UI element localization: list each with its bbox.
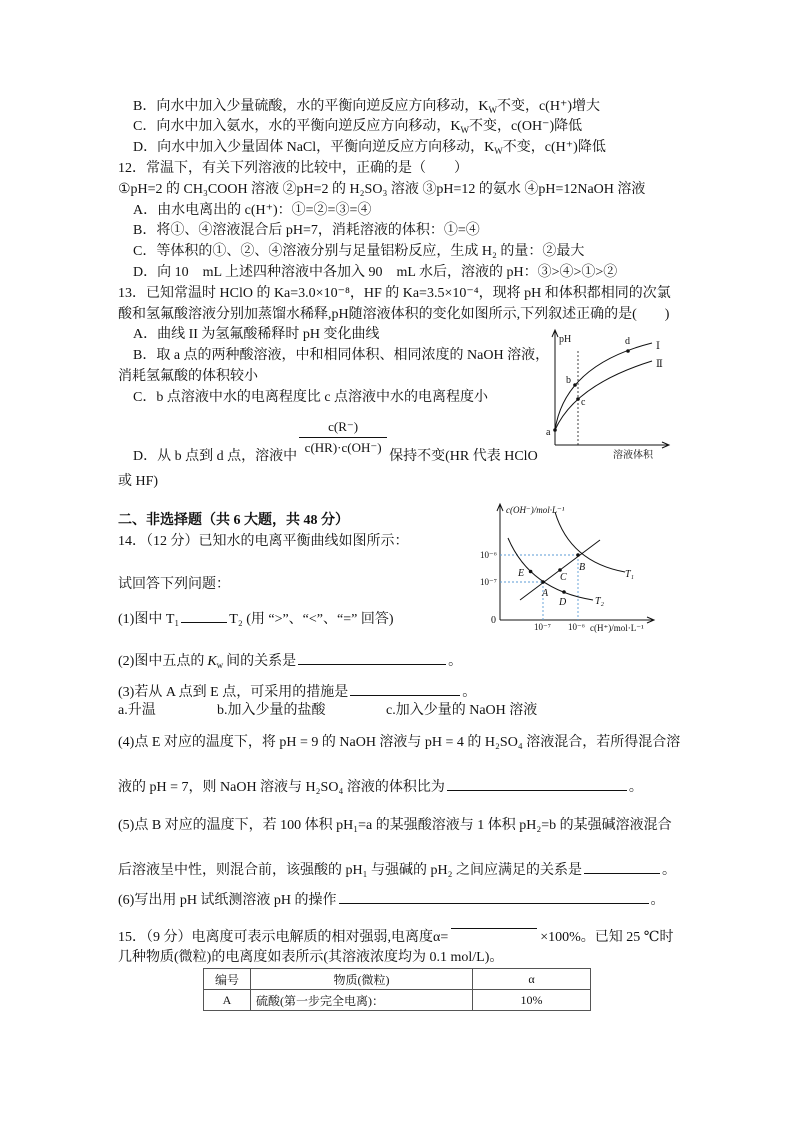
fraction-numerator: c(R⁻) — [328, 419, 359, 434]
q12-option-a: A．由水电离出的 c(H⁺)：①=②=③=④ — [133, 203, 372, 218]
q14-part5-end: 。 — [661, 863, 676, 878]
point-a — [553, 428, 557, 432]
q11-option-c-sub: W — [460, 125, 469, 135]
ionization-degree-table — [203, 968, 591, 1011]
point-b-label: b — [566, 375, 571, 386]
q14-part1-text2: T₂ (用 “>”、“<”、“=” 回答) — [229, 612, 394, 627]
q14-part5-line2 — [118, 859, 676, 877]
point-D — [562, 590, 566, 594]
point-B — [576, 553, 580, 557]
q13-option-d — [133, 410, 538, 466]
water-ionization-figure — [475, 500, 660, 635]
kw-symbol: K — [207, 654, 217, 669]
q14-part3-text: (3)若从 A 点到 E 点，可采用的措施是 — [118, 685, 349, 700]
q14-stem: 14．（12 分）已知水的电离平衡曲线如图所示： — [118, 534, 409, 549]
q14-part5-text: 后溶液呈中性，则混合前，该强酸的 pH₁ 与强碱的 pH₂ 之间应满足的关系是 — [118, 863, 582, 878]
y-tick-label-2: 10⁻⁷ — [480, 577, 497, 587]
q14-part4-end: 。 — [628, 780, 643, 795]
q14-part4-text: 液的 pH = 7，则 NaOH 溶液与 H₂SO₄ 溶液的体积比为 — [118, 780, 445, 795]
table-header-row — [204, 969, 591, 990]
y-axis-label: pH — [559, 334, 572, 345]
answer-blank — [350, 681, 460, 696]
q12-stem: 12．常温下，有关下列溶液的比较中，正确的是（ ） — [118, 161, 468, 176]
answer-blank — [339, 889, 649, 904]
q13-option-c: C．b 点溶液中水的电离程度比 c 点溶液中水的电离程度小 — [133, 390, 489, 405]
point-E-label: E — [518, 568, 525, 579]
q12-option-b: B．将①、④溶液混合后 pH=7，消耗溶液的体积：①=④ — [133, 223, 480, 238]
point-c — [576, 397, 580, 401]
table-header-cell: 物质(微粒) — [251, 969, 473, 990]
q11-option-c-text1: C．向水中加入氨水，水的平衡向逆反应方向移动，K — [133, 119, 461, 134]
x-tick-label-1: 10⁻⁷ — [534, 622, 551, 632]
point-d-label: d — [625, 336, 630, 347]
curve-t2-label: T₂ — [595, 596, 605, 607]
q14-part6-end: 。 — [650, 893, 665, 908]
q14-part5-line1: (5)点 B 对应的温度下，若 100 体积 pH₁=a 的某强酸溶液与 1 体积 pH₂=b 的某强碱溶液混合 — [118, 818, 672, 833]
q15-stem-text2: ×100%。已知 25 ℃时 — [540, 930, 674, 945]
answer-blank — [584, 859, 660, 874]
fraction-bar — [451, 928, 537, 929]
q12-option-c: C．等体积的①、②、④溶液分别与足量铝粉反应，生成 H₂ 的量：②最大 — [133, 244, 585, 259]
q14-part6-text: (6)写出用 pH 试纸测溶液 pH 的操作 — [118, 893, 337, 908]
q13-option-d-suffix: 保持不变(HR 代表 HClO — [389, 449, 538, 464]
y-axis-label: c(OH⁻)/mol·L⁻¹ — [506, 505, 565, 515]
q14-part3-choice-a: a.升温 — [118, 703, 156, 718]
table-cell: 硫酸(第一步完全电离)： — [251, 990, 473, 1011]
q14-part1-text1: (1)图中 T₁ — [118, 612, 180, 627]
curve-1-label: Ⅰ — [656, 341, 660, 352]
q11-option-b-text2: 不变，c(H⁺)增大 — [496, 99, 600, 114]
curve-t1-label: T₁ — [625, 569, 635, 580]
q14-part2-end: 。 — [448, 654, 463, 669]
q13-option-d-fraction — [299, 419, 387, 456]
table-cell: 10% — [473, 990, 591, 1011]
section-heading: 二、非选择题（共 6 大题，共 48 分） — [118, 513, 349, 528]
q15-stem-line2: 几种物质(微粒)的电离度如表所示(其溶液浓度均为 0.1 mol/L)。 — [118, 950, 504, 965]
q14-part3-choice-c: c.加入少量的 NaOH 溶液 — [386, 703, 538, 718]
q11-option-d-text1: D．向水中加入少量固体 NaCl，平衡向逆反应方向移动，K — [133, 140, 495, 155]
q13-option-a: A．曲线 II 为氢氟酸稀释时 pH 变化曲线 — [133, 327, 380, 342]
q14-prompt: 试回答下列问题： — [118, 577, 230, 592]
q14-part3 — [118, 681, 476, 699]
q12-solutions: ①pH=2 的 CH₃COOH 溶液 ②pH=2 的 H₂SO₃ 溶液 ③pH=12 的氨水 ④pH=12NaOH 溶液 — [118, 182, 646, 197]
kw-subscript: w — [216, 660, 224, 670]
table-header-cell: α — [473, 969, 591, 990]
q15-stem-line1 — [118, 928, 673, 946]
q13-option-b-line2: 消耗氢氟酸的体积较小 — [118, 369, 258, 384]
point-c-label: c — [581, 397, 586, 408]
table-cell: A — [204, 990, 251, 1011]
table-header-cell: 编号 — [204, 969, 251, 990]
q11-option-d — [133, 139, 606, 157]
q14-part2-text1: (2)图中五点的 — [118, 654, 205, 669]
y-tick-label-1: 10⁻⁶ — [480, 550, 497, 560]
q11-option-d-sub: W — [494, 146, 503, 156]
q11-option-d-text2: 不变，c(H⁺)降低 — [502, 140, 606, 155]
q11-option-b — [133, 98, 600, 116]
q14-part3-end: 。 — [462, 685, 477, 700]
q14-part6 — [118, 889, 665, 907]
q11-option-b-sub: W — [488, 105, 497, 115]
point-a-label: a — [546, 427, 551, 438]
q13-stem-line2: 酸和氢氟酸溶液分别加蒸馏水稀释,pH随溶液体积的变化如图所示,下列叙述正确的是( ) — [118, 307, 670, 322]
q13-stem-line1: 13．已知常温时 HClO 的 Ka=3.0×10⁻⁸，HF 的 Ka=3.5×10⁻⁴，现将 pH 和体积都相同的次氯 — [118, 286, 671, 301]
answer-blank — [181, 608, 227, 623]
point-D-label: D — [559, 597, 567, 608]
q12-option-d: D．向 10 mL 上述四种溶液中各加入 90 mL 水后，溶液的 pH：③>④>①>② — [133, 265, 618, 280]
point-d — [626, 349, 630, 353]
q14-part4-line1: (4)点 E 对应的温度下，将 pH = 9 的 NaOH 溶液与 pH = 4 的 H₂SO₄ 溶液混合，若所得混合溶 — [118, 735, 681, 750]
curve-2-label: Ⅱ — [656, 359, 663, 370]
q15-stem-text1: 15．（9 分）电离度可表示电解质的相对强弱,电离度α= — [118, 930, 449, 945]
q11-option-c-text2: 不变，c(OH⁻)降低 — [468, 119, 583, 134]
x-axis-label: c(H⁺)/mol·L⁻¹ — [590, 623, 644, 633]
point-A — [541, 580, 545, 584]
x-tick-label-2: 10⁻⁶ — [568, 622, 585, 632]
q14-part4-line2 — [118, 776, 643, 794]
q11-option-b-text1: B．向水中加入少量硫酸，水的平衡向逆反应方向移动，K — [133, 99, 489, 114]
table-row — [204, 990, 591, 1011]
ph-dilution-figure — [535, 325, 675, 467]
point-B-label: B — [579, 562, 586, 573]
q14-part2-text2: 间的关系是 — [226, 654, 297, 669]
point-C-label: C — [560, 572, 567, 583]
point-b — [573, 383, 577, 387]
fraction-bar — [299, 437, 387, 438]
curve-t1 — [555, 512, 625, 572]
q13-option-d-line2: 或 HF) — [118, 474, 159, 489]
q11-option-c — [133, 118, 582, 136]
q14-part3-choice-b: b.加入少量的盐酸 — [217, 703, 326, 718]
q13-option-d-prefix: D．从 b 点到 d 点，溶液中 — [133, 449, 298, 464]
origin-label: 0 — [491, 615, 496, 626]
q14-part1 — [118, 608, 394, 626]
q13-option-b-line1: B．取 a 点的两种酸溶液，中和相同体积、相同浓度的 NaOH 溶液， — [133, 348, 550, 363]
fraction-denominator: c(HR)·c(OH⁻) — [304, 440, 382, 455]
curve-2 — [555, 361, 652, 430]
point-A-label: A — [542, 588, 549, 599]
q14-part2 — [118, 650, 462, 668]
x-axis-label: 溶液体积 — [613, 450, 653, 461]
answer-blank — [447, 776, 627, 791]
answer-blank — [298, 650, 446, 665]
curve-1 — [555, 343, 652, 430]
point-E — [529, 570, 533, 574]
